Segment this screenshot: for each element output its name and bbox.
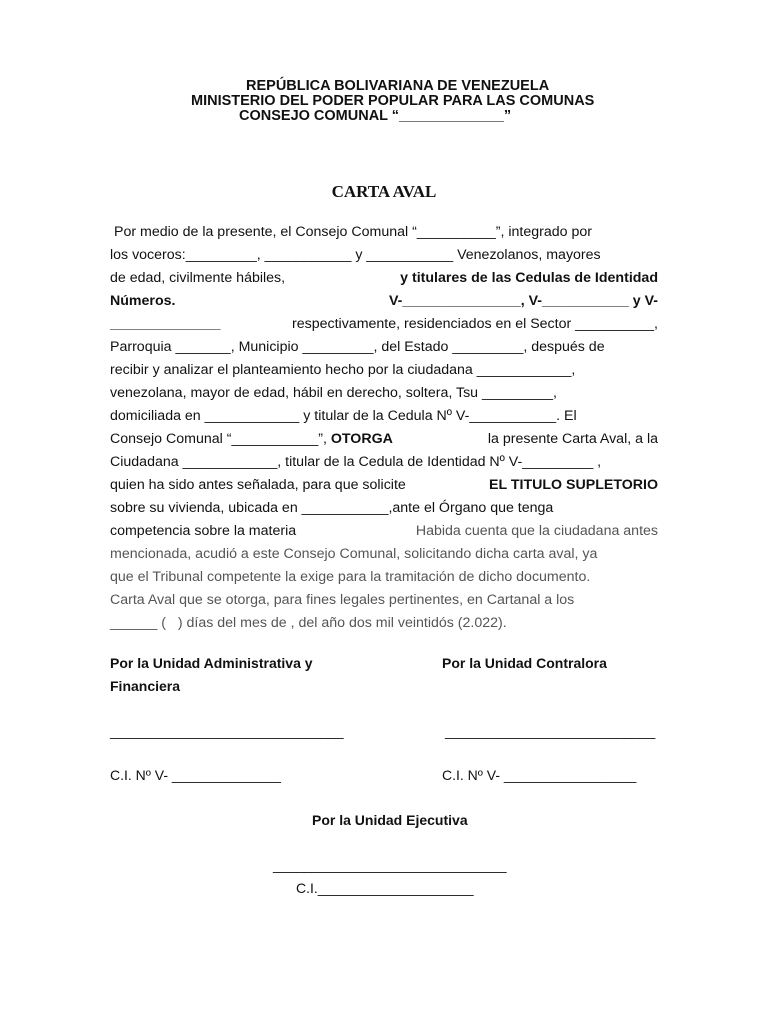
contralora-signature-line: ___________________________ xyxy=(445,723,656,739)
header-ministry: MINISTERIO DEL PODER POPULAR PARA LAS COMUNAS xyxy=(191,93,595,109)
body-text: respectivamente, residenciados en el Sector __________, xyxy=(288,316,658,332)
ejecutiva-unit-label: Por la Unidad Ejecutiva xyxy=(312,812,468,828)
body-text: domiciliada en ____________ y titular de la Cedula Nº V-___________. El xyxy=(110,408,577,424)
ejecutiva-signature-line: ______________________________ xyxy=(273,857,507,873)
header-consejo: CONSEJO COMUNAL “_____________” xyxy=(239,108,512,124)
titulo-supletorio-text: EL TITULO SUPLETORIO xyxy=(489,477,658,493)
body-text: que el Tribunal competente la exige para la tramitación de dicho documento. xyxy=(110,569,591,585)
body-line-13 xyxy=(110,500,658,516)
body-text: quien ha sido antes señalada, para que solicite xyxy=(110,477,406,493)
ejecutiva-ci-field: C.I.____________________ xyxy=(296,880,474,896)
body-line-9 xyxy=(110,408,658,424)
body-text: competencia sobre la materia xyxy=(110,523,297,539)
body-text-bold: V-_______________, V-___________ y V- xyxy=(388,293,658,309)
body-line-2 xyxy=(110,247,658,263)
contralora-ci-field: C.I. Nº V- _________________ xyxy=(442,767,637,783)
body-line-17 xyxy=(110,592,658,608)
body-line-3 xyxy=(110,270,658,286)
body-text: venezolana, mayor de edad, hábil en derecho, soltera, Tsu _________, xyxy=(110,385,557,401)
body-text: ______ ( ) días del mes de , del año dos mil veintidós (2.022). xyxy=(110,615,507,631)
otorga-text: OTORGA xyxy=(330,431,393,447)
body-text: los voceros:_________, ___________ y ___________ Venezolanos, mayores xyxy=(110,247,601,263)
body-line-6 xyxy=(110,339,658,355)
body-line-4 xyxy=(110,293,658,309)
contralora-unit-label: Por la Unidad Contralora xyxy=(442,655,607,671)
body-text: de edad, civilmente hábiles, xyxy=(110,270,286,286)
body-text: sobre su vivienda, ubicada en ___________,ante el Órgano que tenga xyxy=(110,500,554,516)
body-text-bold: Números. xyxy=(110,293,176,309)
body-text: Ciudadana ____________, titular de la Cedula de Identidad Nº V-_________ , xyxy=(110,454,602,470)
body-line-10 xyxy=(110,431,658,447)
body-text: mencionada, acudió a este Consejo Comunal, solicitando dicha carta aval, ya xyxy=(110,546,598,562)
body-line-15 xyxy=(110,546,658,562)
body-text: Consejo Comunal “___________”, xyxy=(110,431,327,447)
body-text-bold: ______________ xyxy=(110,316,221,332)
document-title: CARTA AVAL xyxy=(331,182,437,201)
admin-unit-label-2: Financiera xyxy=(110,678,181,694)
body-line-8 xyxy=(110,385,658,401)
body-line-1 xyxy=(114,224,658,240)
body-line-16 xyxy=(110,569,658,585)
body-line-14 xyxy=(110,523,658,539)
body-line-12 xyxy=(110,477,658,493)
body-text: recibir y analizar el planteamiento hecho por la ciudadana ____________, xyxy=(110,362,576,378)
admin-unit-label: Por la Unidad Administrativa y xyxy=(110,655,313,671)
body-line-5 xyxy=(110,316,658,332)
body-text: Carta Aval que se otorga, para fines legales pertinentes, en Cartanal a los xyxy=(110,592,575,608)
body-line-11 xyxy=(110,454,658,470)
body-text-gray: Habida cuenta que la ciudadana antes xyxy=(411,523,658,539)
body-text: Por medio de la presente, el Consejo Comunal “__________”, integrado por xyxy=(114,224,592,240)
body-text: la presente Carta Aval, a la xyxy=(483,431,658,447)
header-republic: REPÚBLICA BOLIVARIANA DE VENEZUELA xyxy=(246,78,550,94)
body-text-bold: y titulares de las Cedulas de Identidad xyxy=(400,270,658,286)
body-line-7 xyxy=(110,362,658,378)
body-line-18 xyxy=(110,615,658,631)
body-text: Parroquia _______, Municipio _________, del Estado _________, después de xyxy=(110,339,605,355)
admin-signature-line: ______________________________ xyxy=(110,723,344,739)
admin-ci-field: C.I. Nº V- ______________ xyxy=(110,767,281,783)
